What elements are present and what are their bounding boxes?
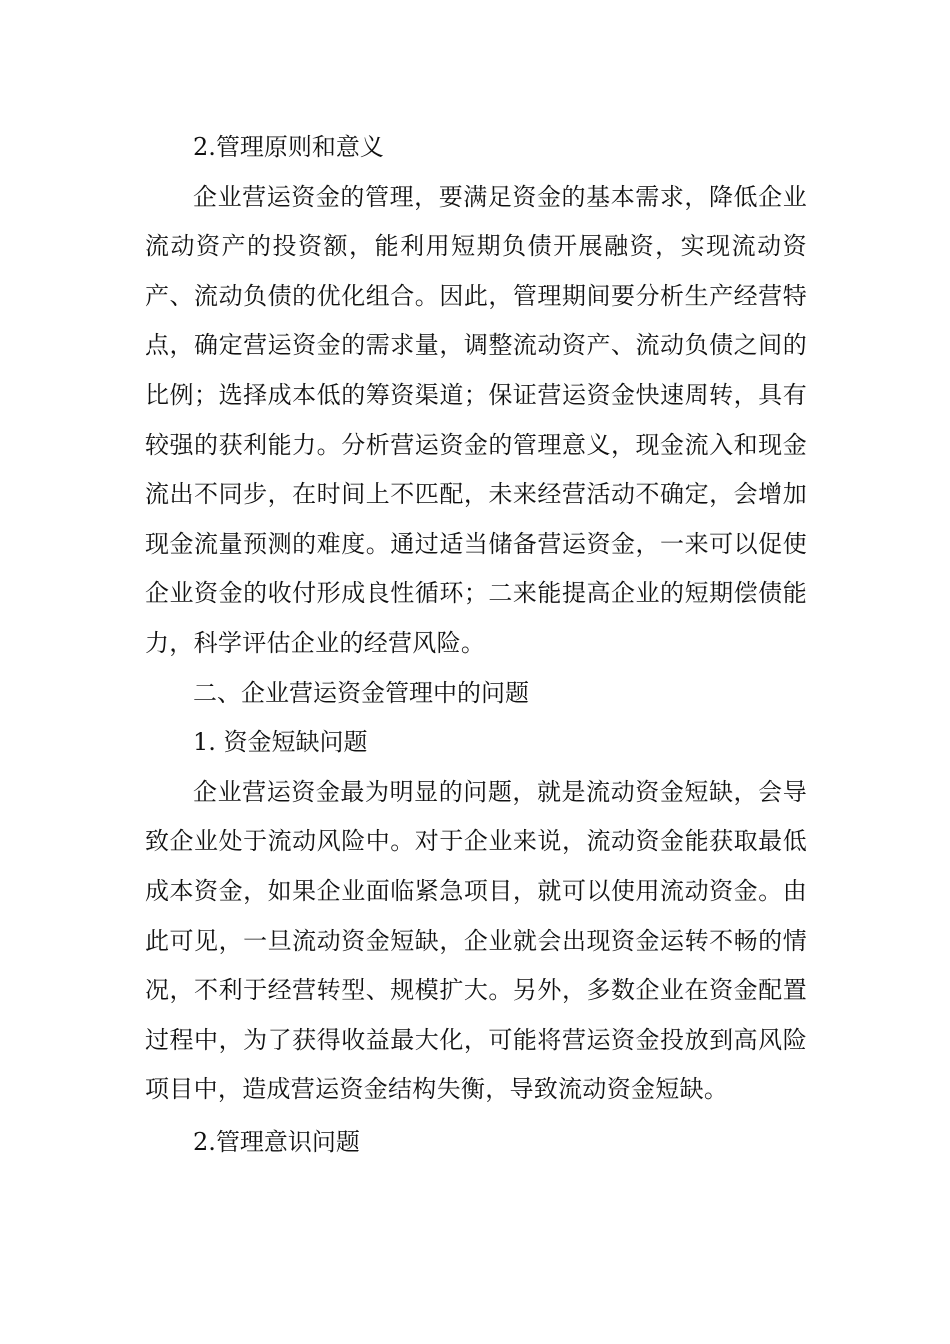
section-heading-shortage: 1. 资金短缺问题 — [193, 728, 368, 757]
section-heading-problems: 二、企业营运资金管理中的问题 — [193, 678, 529, 707]
paragraph-shortage: 企业营运资金最为明显的问题，就是流动资金短缺，会导致企业处于流动风险中。对于企业来说，流动资金能获取最低成本资金，如果企业面临紧急项目，就可以使用流动资金。由此可见，一旦流动资金短缺，企业就会出现资金运转不畅的情况，不利于经营转型、规模扩大。另外，多数企业在资金配置过程中，为了获得收益最大化，可能将营运资金投放到高风险项目中，造成营运资金结构失衡，导致流动资金短缺。 — [145, 777, 807, 1104]
section-heading-awareness: 2.管理意识问题 — [193, 1127, 360, 1156]
section-heading-principles: 2.管理原则和意义 — [193, 133, 384, 161]
document-body — [145, 123, 807, 1167]
paragraph-principles: 企业营运资金的管理，要满足资金的基本需求，降低企业流动资产的投资额，能利用短期负债开展融资，实现流动资产、流动负债的优化组合。因此，管理期间要分析生产经营特点，确定营运资金的需求量，调整流动资产、流动负债之间的比例；选择成本低的筹资渠道；保证营运资金快速周转，具有较强的获利能力。分析营运资金的管理意义，现金流入和现金流出不同步，在时间上不匹配，未来经营活动不确定，会增加现金流量预测的难度。通过适当储备营运资金，一来可以促使企业资金的收付形成良性循环；二来能提高企业的短期偿债能力，科学评估企业的经营风险。 — [145, 182, 807, 657]
